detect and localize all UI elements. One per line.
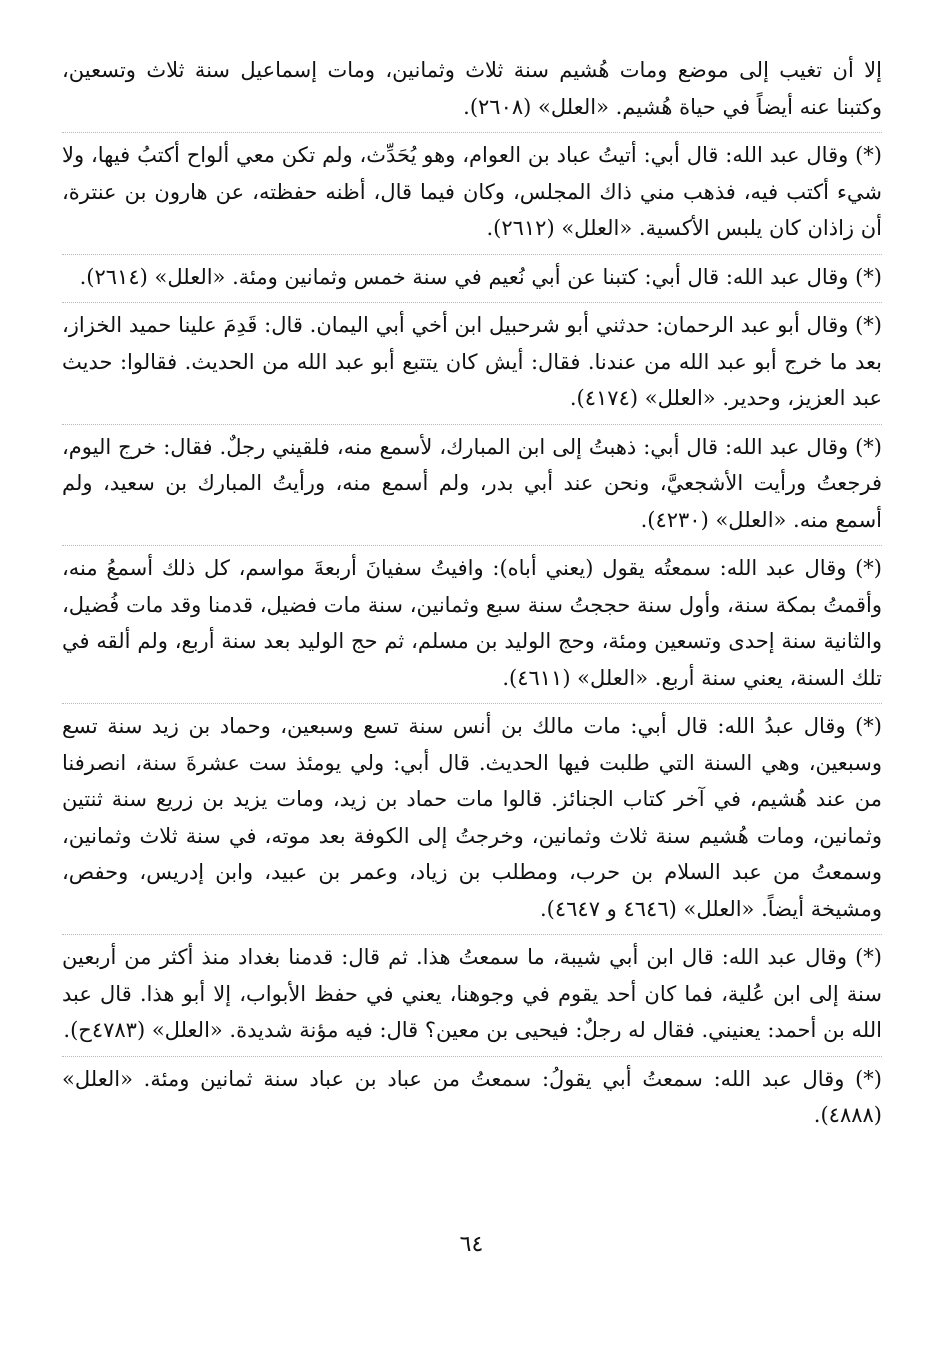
paragraph-8: (*) وقال عبد الله: قال ابن أبي شيبة، ما سمعتُ هذا. ثم قال: قدمنا بغداد منذ أكثر من أربعين سنة إلى ابن عُلية، فما كان أحد يقوم في وجوهنا، يعني في حفظ الأبواب، إلا أبو هذا. قال عبد الله بن أحمد: يعنيني. فقال له رجلٌ: فيحيى بن معين؟ قال: فيه مؤنة شديدة. «العلل» (٤٧٨٣ح). [62,934,882,1049]
paragraph-3: (*) وقال عبد الله: قال أبي: كتبنا عن أبي نُعيم في سنة خمس وثمانين ومئة. «العلل» (٢٦١٤). [62,254,882,296]
paragraph-7: (*) وقال عبدُ الله: قال أبي: مات مالك بن أنس سنة تسع وسبعين، وحماد بن زيد سنة تسع وسبعين، وهي السنة التي طلبت فيها الحديث. قال أبي: ولي يومئذ ست عشرةَ سنة، انصرفنا من عند هُشيم، في آخر كتاب الجنائز. قالوا مات حماد بن زيد، ومات يزيد بن زريع سنة ثنتين وثمانين، ومات هُشيم سنة ثلاث وثمانين، وخرجتُ إلى الكوفة بعد موته، في سنة ثلاث وثمانين، وسمعتُ من عبد السلام بن حرب، ومطلب بن زياد، وعمر بن عبيد، وابن إدريس، وحفص، ومشيخة أيضاً. «العلل» (٤٦٤٦ و ٤٦٤٧). [62,703,882,927]
paragraph-2: (*) وقال عبد الله: قال أبي: أتيتُ عباد بن العوام، وهو يُحَدِّث، ولم تكن معي ألواح أكتبُ فيها، ولا شيء أكتب فيه، فذهب مني ذاك المجلس، وكان فيما قال، أظنه حفظته، عن هارون بن عنترة، أن زاذان كان يلبس الأكسية. «العلل» (٢٦١٢). [62,132,882,247]
paragraph-6: (*) وقال عبد الله: سمعتُه يقول (يعني أباه): وافيتُ سفيانَ أربعةَ مواسم، كل ذلك أسمعُ منه، وأقمتُ بمكة سنة، وأول سنة حججتُ سنة سبع وثمانين، سنة مات فضيل، قدمنا وقد مات فُضيل، والثانية سنة إحدى وتسعين ومئة، وحج الوليد بن مسلم، ثم حج الوليد بعد سنة أربع، ولم ألقه في تلك السنة، يعني سنة أربع. «العلل» (٤٦١١). [62,545,882,696]
document-page [62,52,882,1342]
paragraph-9: (*) وقال عبد الله: سمعتُ أبي يقولُ: سمعتُ من عباد بن عباد سنة ثمانين ومئة. «العلل» (٤٨٨٨). [62,1056,882,1134]
paragraph-4: (*) وقال أبو عبد الرحمان: حدثني أبو شرحبيل ابن أخي أبي اليمان. قال: قَدِمَ علينا حميد الخزاز، بعد ما خرج أبو عبد الله من عندنا. فقال: أيش كان يتتبع أبو عبد الله من الحديث. فقالوا: حديث عبد العزيز، وحدير. «العلل» (٤١٧٤). [62,302,882,417]
paragraph-5: (*) وقال عبد الله: قال أبي: ذهبتُ إلى ابن المبارك، لأسمع منه، فلقيني رجلٌ. فقال: خرج اليوم، فرجعتُ ورأيت الأشجعيَّ، ونحن عند أبي بدر، ولم أسمع منه، ورأيتُ المبارك بن سعيد، ولم أسمع منه. «العلل» (٤٢٣٠). [62,424,882,539]
paragraph-1: إلا أن تغيب إلى موضع ومات هُشيم سنة ثلاث وثمانين، ومات إسماعيل سنة ثلاث وتسعين، وكتبنا عنه أيضاً في حياة هُشيم. «العلل» (٢٦٠٨). [62,58,882,119]
page-number: ٦٤ [459,1232,484,1257]
